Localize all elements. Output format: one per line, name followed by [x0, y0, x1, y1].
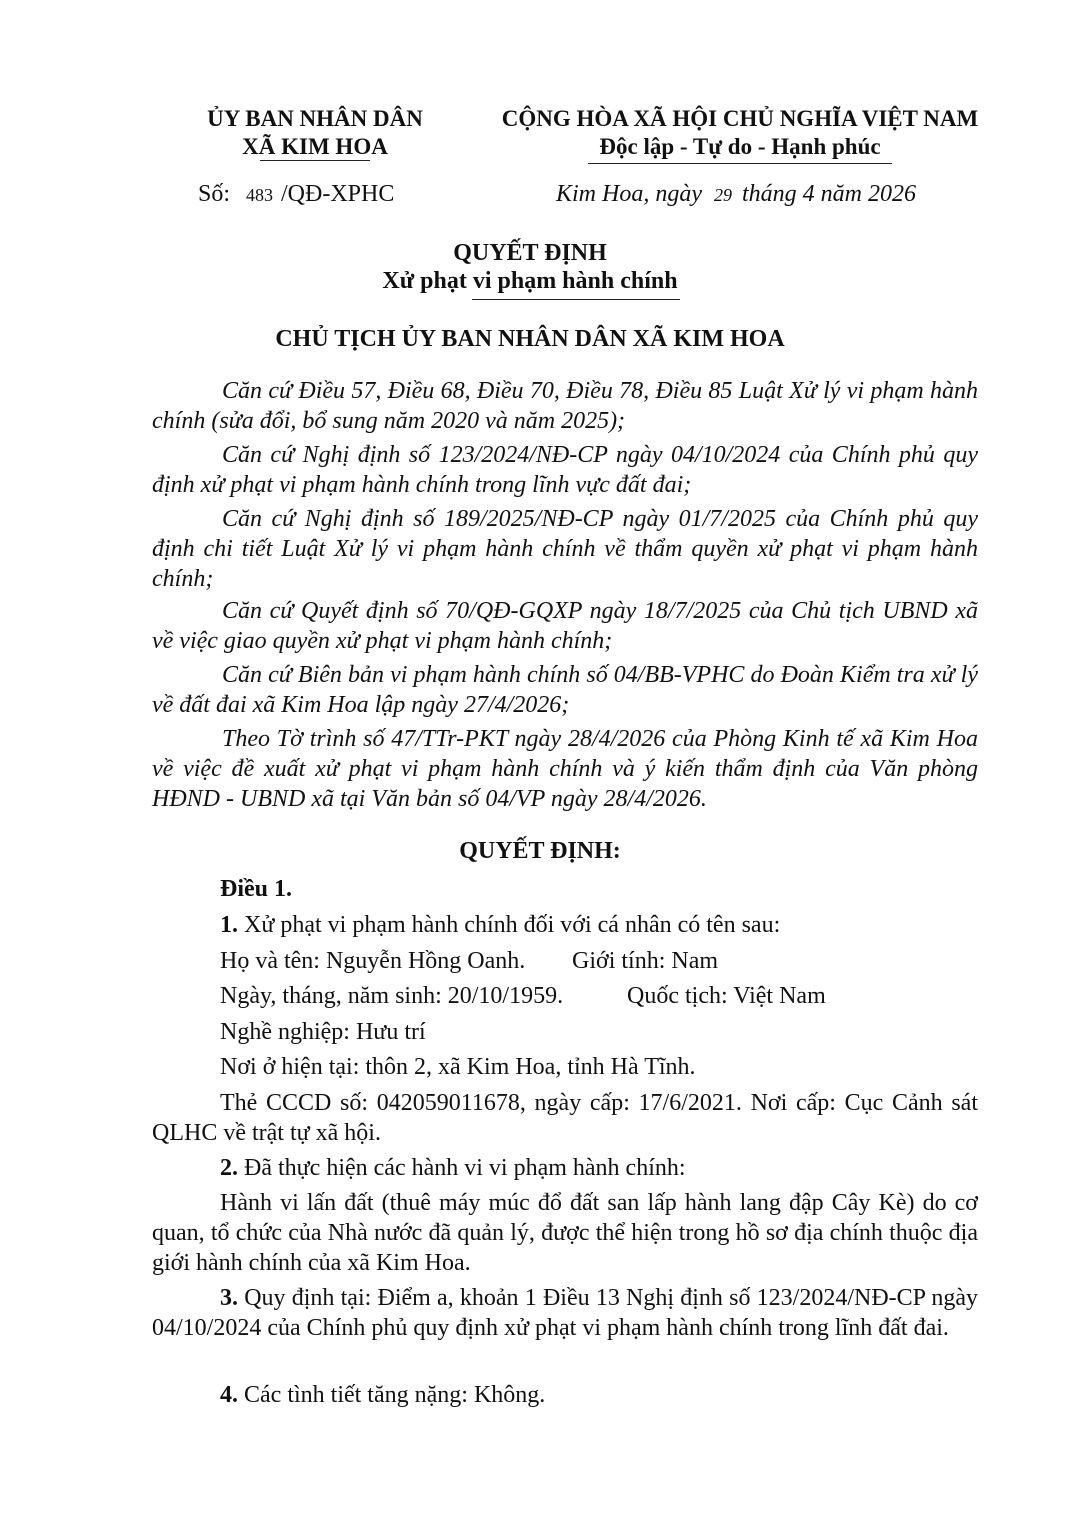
article-1-item-2 — [220, 1153, 686, 1183]
violator-occupation: Nghề nghiệp: Hưu trí — [220, 1019, 426, 1045]
violator-nationality: Quốc tịch: Việt Nam — [627, 983, 826, 1009]
motto-underline — [588, 163, 892, 164]
date-day: 29 — [714, 185, 732, 205]
item-number: 4. — [220, 1382, 238, 1408]
violation-description: Hành vi lấn đất (thuê máy múc đổ đất san lấp hành lang đập Cây Kè) do cơ quan, tổ chức của Nhà nước đã quản lý, được thể hiện trong hồ sơ địa chính thuộc địa giới hành chính của xã Kim Hoa. — [152, 1190, 978, 1276]
item-number: 1. — [220, 912, 238, 938]
violator-gender: Giới tính: Nam — [572, 948, 719, 974]
preamble-item: Căn cứ Nghị định số 189/2025/NĐ-CP ngày 01/7/2025 của Chính phủ quy định chi tiết Luật Xử lý vi phạm hành chính về thẩm quyền xử phạt vi phạm hành chính; — [152, 506, 978, 592]
place-date — [556, 181, 916, 208]
preamble-item: Căn cứ Nghị định số 123/2024/NĐ-CP ngày 04/10/2024 của Chính phủ quy định xử phạt vi phạm hành chính trong lĩnh vực đất đai; — [152, 442, 978, 498]
issuing-body-line2: XÃ KIM HOA — [242, 134, 388, 159]
national-motto: Độc lập - Tự do - Hạnh phúc — [599, 134, 881, 159]
item-text: Xử phạt vi phạm hành chính đối với cá nhân có tên sau: — [238, 912, 781, 938]
date-prefix: Kim Hoa, ngày — [556, 181, 702, 207]
violator-dob: Ngày, tháng, năm sinh: 20/10/1959. — [220, 983, 564, 1009]
number-value: 483 — [246, 185, 274, 205]
authority-heading: CHỦ TỊCH ỦY BAN NHÂN DÂN XÃ KIM HOA — [275, 326, 785, 352]
item-text: Các tình tiết tăng nặng: Không. — [238, 1382, 546, 1408]
preamble-item: Căn cứ Quyết định số 70/QĐ-GQXP ngày 18/7/2025 của Chủ tịch UBND xã về việc giao quyền xử phạt vi phạm hành chính; — [152, 598, 978, 654]
item-text: Đã thực hiện các hành vi vi phạm hành chính: — [238, 1155, 686, 1181]
article-1-item-4 — [220, 1380, 545, 1410]
article-1-item-3 — [152, 1283, 978, 1343]
document-title: QUYẾT ĐỊNH — [453, 240, 607, 266]
issuing-body-underline — [260, 160, 370, 161]
article-1-item-1 — [220, 910, 780, 940]
preamble-item: Căn cứ Điều 57, Điều 68, Điều 70, Điều 78, Điều 85 Luật Xử lý vi phạm hành chính (sửa đổi, bổ sung năm 2020 và năm 2025); — [152, 378, 978, 434]
document-subject: Xử phạt vi phạm hành chính — [382, 268, 678, 294]
violator-residence: Nơi ở hiện tại: thôn 2, xã Kim Hoa, tỉnh Hà Tĩnh. — [220, 1054, 696, 1080]
item-number: 3. — [220, 1285, 238, 1311]
document-number — [198, 181, 394, 208]
subject-underline — [472, 299, 680, 300]
number-prefix: Số: — [198, 181, 231, 207]
national-title: CỘNG HÒA XÃ HỘI CHỦ NGHĨA VIỆT NAM — [501, 106, 979, 131]
item-number: 2. — [220, 1155, 238, 1181]
violator-id-card: Thẻ CCCD số: 042059011678, ngày cấp: 17/6/2021. Nơi cấp: Cục Cảnh sát QLHC về trật tự xã hội. — [152, 1090, 978, 1146]
item-text: Quy định tại: Điểm a, khoản 1 Điều 13 Nghị định số 123/2024/NĐ-CP ngày 04/10/2024 của Chính phủ quy định xử phạt vi phạm hành chính trong lĩnh đất đai. — [152, 1285, 978, 1341]
issuing-body-line1: ỦY BAN NHÂN DÂN — [207, 106, 423, 131]
article-1-heading: Điều 1. — [220, 876, 292, 902]
decision-heading: QUYẾT ĐỊNH: — [459, 838, 621, 864]
violator-name: Họ và tên: Nguyễn Hồng Oanh. — [220, 948, 526, 974]
date-suffix: tháng 4 năm 2026 — [742, 181, 916, 207]
number-suffix: /QĐ-XPHC — [281, 181, 395, 207]
preamble-item: Theo Tờ trình số 47/TTr-PKT ngày 28/4/2026 của Phòng Kinh tế xã Kim Hoa về việc đề xuất xử phạt vi phạm hành chính và ý kiến thẩm định của Văn phòng HĐND - UBND xã tại Văn bản số 04/VP ngày 28/4/2026. — [152, 726, 978, 812]
preamble-item: Căn cứ Biên bản vi phạm hành chính số 04/BB-VPHC do Đoàn Kiểm tra xử lý về đất đai xã Kim Hoa lập ngày 27/4/2026; — [152, 662, 978, 718]
